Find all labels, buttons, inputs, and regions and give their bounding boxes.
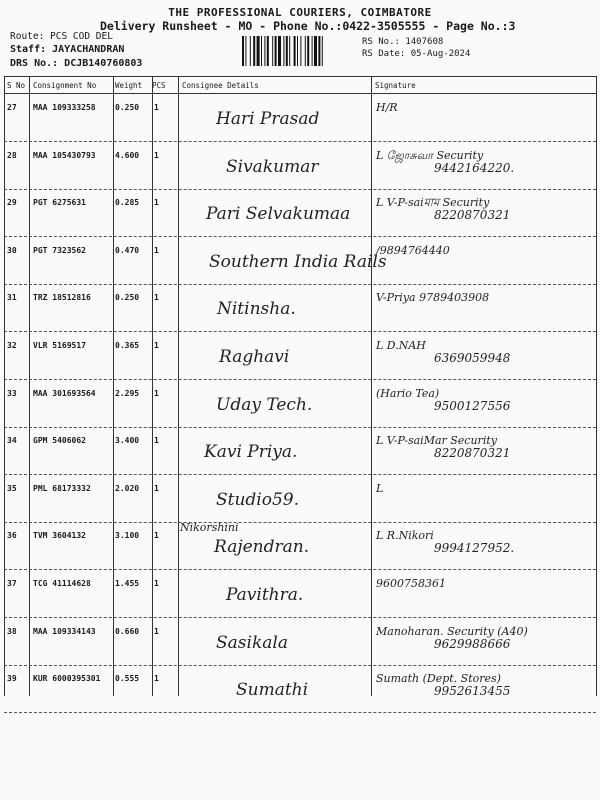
table-row: [4, 571, 596, 618]
row-weight: 0.555: [115, 674, 140, 684]
row-sno: 34: [7, 436, 17, 446]
row-pcs: 1: [154, 341, 159, 350]
row-weight: 4.600: [115, 150, 140, 160]
table-header-bottom-border: [4, 93, 596, 94]
row-signature: [376, 387, 510, 413]
row-signature: [376, 244, 450, 257]
signature-line-1: L V-P-saiMar Security: [376, 434, 497, 448]
row-consignment-no: MAA 105430793: [33, 150, 96, 160]
table-row: [4, 95, 596, 142]
row-signature: [376, 339, 510, 365]
row-signature: [376, 196, 510, 222]
row-consignee-note: Nikorshini: [180, 521, 239, 535]
row-weight: 0.250: [115, 103, 140, 112]
signature-line-1: L D.NAH: [376, 339, 426, 352]
row-consignment-no: MAA 109334143: [33, 626, 96, 636]
rs-date: RS Date: 05-Aug-2024: [362, 49, 471, 59]
row-pcs: 1: [154, 245, 159, 255]
signature-line-2: 6369059948: [434, 351, 511, 365]
table-row: [4, 285, 596, 332]
row-sno: 37: [7, 579, 17, 588]
row-consignment-no: KUR 6000395301: [33, 674, 101, 684]
runsheet-title: Delivery Runsheet - MO - Phone No.:0422-3505555 - Page No.:3: [100, 19, 516, 33]
table-row: [4, 333, 596, 380]
table-row: [4, 666, 596, 713]
signature-line-1: L V-P-saiমাম Security: [376, 196, 490, 210]
row-pcs: 1: [154, 293, 159, 303]
row-consignment-no: VLR 5169517: [33, 341, 86, 350]
signature-line-1: Sumath (Dept. Stores): [376, 672, 501, 686]
row-signature: [376, 434, 510, 460]
row-weight: 0.365: [115, 341, 140, 350]
signature-line-1: (Hario Tea): [376, 386, 440, 400]
row-consignment-no: PGT 7323562: [33, 245, 86, 255]
table-row: [4, 381, 596, 428]
column-divider: [596, 76, 597, 696]
row-weight: 2.020: [115, 483, 140, 493]
row-consignment-no: TRZ 18512816: [33, 293, 91, 303]
row-sno: 28: [7, 150, 17, 160]
row-consignee-name: Studio59.: [216, 489, 300, 510]
signature-line-1: /9894764440: [376, 243, 450, 257]
row-consignee-name: Sumathi: [236, 680, 309, 701]
row-consignment-no: PGT 6275631: [33, 198, 86, 208]
row-weight: 0.470: [115, 245, 140, 255]
company-title: THE PROFESSIONAL COURIERS, COIMBATORE: [168, 6, 432, 19]
row-sno: 36: [7, 531, 17, 541]
row-signature: [376, 672, 510, 698]
rs-number: RS No.: 1407608: [362, 37, 444, 47]
header-consignee: Consignee Details: [182, 81, 259, 90]
row-consignment-no: PML 68173332: [33, 483, 91, 493]
signature-line-2: 9952613455: [434, 684, 511, 699]
row-separator: [4, 712, 596, 713]
table-row: [4, 143, 596, 190]
table-header-top-border: [4, 76, 596, 77]
header-sno: S No: [7, 81, 26, 90]
row-consignee-name: Hari Prasad: [216, 109, 320, 129]
row-pcs: 1: [154, 436, 159, 446]
staff-label: Staff: JAYACHANDRAN: [10, 44, 125, 55]
row-pcs: 1: [154, 103, 159, 112]
signature-line-1: 9600758361: [376, 577, 446, 590]
row-consignment-no: MAA 301693564: [33, 388, 96, 398]
signature-line-2: 9500127556: [434, 398, 511, 413]
row-weight: 0.250: [115, 293, 140, 303]
row-signature: [376, 577, 446, 590]
row-signature: [376, 625, 528, 651]
header-consignment: Consignment No: [33, 81, 97, 90]
row-pcs: 1: [154, 626, 159, 636]
row-consignee-name: Nitinsha.: [217, 299, 296, 320]
row-consignee-name: Kavi Priya.: [204, 442, 298, 463]
row-signature: [376, 291, 489, 304]
table-row: [4, 428, 596, 475]
row-weight: 1.455: [115, 579, 140, 588]
row-consignment-no: MAA 109333258: [33, 103, 96, 112]
row-pcs: 1: [154, 150, 159, 160]
row-pcs: 1: [154, 579, 159, 588]
row-consignee-name: Pavithra.: [226, 585, 304, 605]
row-pcs: 1: [154, 483, 159, 493]
signature-line-1: L: [376, 481, 384, 495]
signature-line-2: 9629988666: [434, 636, 511, 651]
row-sno: 35: [7, 483, 17, 493]
row-sno: 29: [7, 198, 17, 208]
table-row: [4, 619, 596, 666]
row-sno: 31: [7, 293, 17, 303]
row-weight: 3.100: [115, 531, 140, 541]
row-pcs: 1: [154, 674, 159, 684]
row-sno: 38: [7, 626, 17, 636]
row-consignment-no: TVM 3604132: [33, 531, 86, 541]
row-signature: [376, 482, 434, 495]
signature-line-1: Manoharan. Security (A40): [376, 624, 528, 638]
row-pcs: 1: [154, 388, 159, 398]
row-consignee-name: Uday Tech.: [216, 394, 313, 415]
row-sno: 27: [7, 103, 17, 112]
header-signature: Signature: [375, 81, 416, 90]
signature-line-1: L R.Nikori: [376, 529, 434, 543]
table-row: [4, 190, 596, 237]
table-row: [4, 238, 596, 285]
row-weight: 0.660: [115, 626, 140, 636]
row-signature: [376, 101, 434, 114]
signature-line-2: 9994127952.: [434, 541, 515, 556]
row-consignee-name: Pari Selvakumaa: [206, 204, 351, 225]
signature-line-1: L ஜோசுவா Security: [376, 148, 484, 162]
row-weight: 2.295: [115, 388, 140, 398]
row-weight: 3.400: [115, 436, 140, 446]
row-consignee-name: Raghavi: [219, 347, 290, 367]
row-signature: [376, 149, 514, 175]
signature-line-2: 8220870321: [434, 208, 511, 223]
row-consignment-no: GPM 5406062: [33, 436, 86, 446]
drs-number: DRS No.: DCJB140760803: [10, 58, 143, 69]
table-row: [4, 476, 596, 523]
row-sno: 33: [7, 388, 17, 398]
signature-line-2: 9442164220.: [434, 160, 515, 175]
row-sno: 39: [7, 674, 17, 684]
signature-line-1: H/R: [376, 101, 398, 114]
row-signature: [376, 529, 514, 555]
signature-line-1: V-Priya 9789403908: [376, 291, 490, 305]
row-weight: 0.285: [115, 198, 140, 208]
table-row: [4, 523, 596, 570]
header-weight: Weight: [115, 81, 143, 90]
signature-line-2: 8220870321: [434, 446, 511, 461]
row-consignment-no: TCG 41114628: [33, 579, 91, 588]
row-consignee-name: Rajendran.: [214, 537, 310, 558]
route-label: Route: PCS COD DEL: [10, 31, 113, 42]
row-pcs: 1: [154, 198, 159, 208]
row-sno: 30: [7, 245, 17, 255]
row-consignee-name: Sasikala: [216, 632, 288, 653]
header-pcs: PCS: [152, 81, 166, 90]
row-consignee-name: Southern India Rails: [209, 251, 387, 272]
row-sno: 32: [7, 341, 17, 350]
barcode: [242, 36, 352, 66]
row-consignee-name: Sivakumar: [226, 156, 319, 177]
row-pcs: 1: [154, 531, 159, 541]
